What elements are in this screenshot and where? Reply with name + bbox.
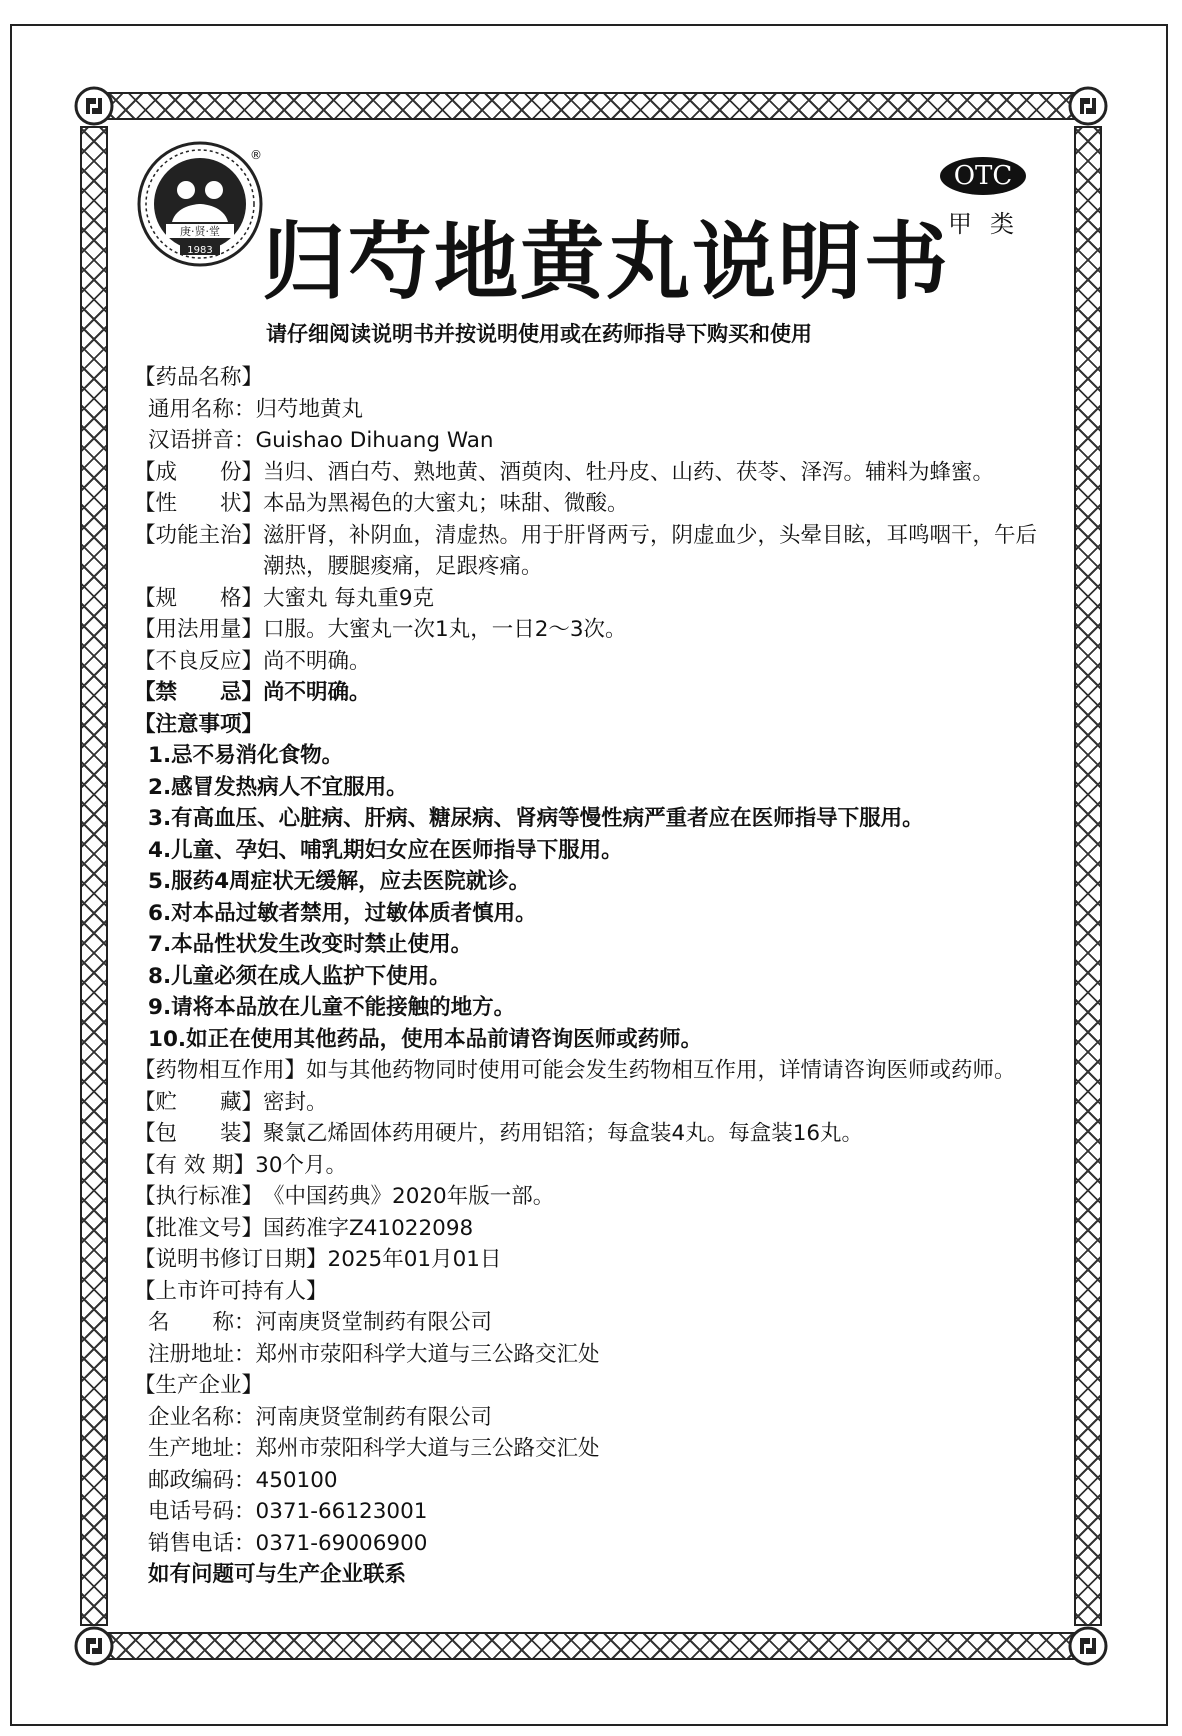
interactions-row [134, 1055, 1054, 1087]
manufacturer-address-label: 生产地址： [148, 1436, 256, 1461]
ingredients-label: 【成 份】 [134, 459, 264, 485]
document-title: 归芍地黄丸说明书 [262, 212, 951, 311]
pinyin-value: Guishao Dihuang Wan [255, 428, 494, 453]
standard-label: 【执行标准】 [134, 1184, 264, 1209]
storage-row [134, 1087, 1054, 1119]
generic-name-row [134, 394, 1054, 426]
character-row [134, 488, 1054, 520]
holder-name-value: 河南庚贤堂制药有限公司 [255, 1310, 493, 1335]
postcode-value: 450100 [255, 1467, 338, 1493]
pinyin-label: 汉语拼音： [148, 428, 256, 453]
border-bottom-knot [102, 1632, 1080, 1660]
sales-phone-row [134, 1528, 1054, 1560]
specification-value: 大蜜丸 每丸重9克 [263, 585, 435, 611]
generic-name-value: 归芍地黄丸 [255, 396, 364, 422]
generic-name-label: 通用名称： [148, 396, 256, 422]
precaution-item: 8.儿童必须在成人监护下使用。 [148, 963, 451, 989]
holder-name-label: 名 称： [148, 1310, 256, 1335]
indications-value: 滋肝肾，补阴血，清虚热。用于肝肾两亏，阴虚血少，头晕目眩，耳鸣咽干，午后潮热，腰腿痠痛，足跟疼痛。 [263, 522, 1038, 579]
phone-value: 0371-66123001 [255, 1499, 428, 1524]
adverse-row [134, 646, 1054, 678]
adverse-label: 【不良反应】 [134, 648, 264, 674]
precaution-item: 1.忌不易消化食物。 [148, 743, 344, 768]
adverse-value: 尚不明确。 [263, 648, 371, 674]
registered-mark: ® [250, 148, 262, 162]
approval-value: 国药准字Z41022098 [263, 1215, 474, 1241]
otc-class-label: 甲类 [948, 210, 1032, 238]
border-right-knot [1074, 126, 1102, 1626]
precaution-item: 2.感冒发热病人不宜服用。 [148, 774, 408, 800]
holder-name-row [134, 1307, 1054, 1339]
validity-label: 【有 效 期】 [134, 1152, 256, 1178]
company-logo [136, 140, 264, 268]
holder-address-label: 注册地址： [148, 1341, 256, 1367]
manufacturer-company-label: 企业名称： [148, 1404, 256, 1430]
manufacturer-heading: 【生产企业】 [134, 1373, 264, 1398]
contraindications-value: 尚不明确。 [263, 680, 371, 705]
validity-value: 30个月。 [255, 1152, 348, 1178]
specification-row [134, 583, 1054, 615]
specification-label: 【规 格】 [134, 585, 264, 611]
package-row [134, 1118, 1054, 1150]
manufacturer-address-value: 郑州市荥阳科学大道与三公路交汇处 [255, 1436, 600, 1461]
validity-row [134, 1150, 1054, 1182]
holder-address-row [134, 1339, 1054, 1371]
border-top-knot [102, 92, 1080, 120]
indications-row [134, 520, 1054, 583]
precaution-item: 10.如正在使用其他药品，使用本品前请咨询医师或药师。 [148, 1026, 703, 1052]
revision-value: 2025年01月01日 [327, 1247, 502, 1272]
pinyin-row [134, 425, 1054, 457]
approval-row [134, 1213, 1054, 1245]
package-value: 聚氯乙烯固体药用硬片，药用铝箔；每盒装4丸。每盒装16丸。 [263, 1121, 864, 1146]
approval-label: 【批准文号】 [134, 1215, 264, 1241]
ingredients-value: 当归、酒白芍、熟地黄、酒萸肉、牡丹皮、山药、茯苓、泽泻。辅料为蜂蜜。 [263, 459, 995, 485]
corner-ornament-icon [1068, 86, 1108, 126]
corner-ornament-icon [1068, 1626, 1108, 1666]
phone-row [134, 1496, 1054, 1528]
precaution-item: 4.儿童、孕妇、哺乳期妇女应在医师指导下服用。 [148, 837, 623, 863]
footer-note: 如有问题可与生产企业联系 [148, 1562, 407, 1587]
interactions-label: 【药物相互作用】 [134, 1058, 307, 1083]
postcode-label: 邮政编码： [148, 1467, 256, 1493]
dosage-label: 【用法用量】 [134, 617, 264, 642]
precaution-item: 9.请将本品放在儿童不能接触的地方。 [148, 995, 516, 1020]
otc-badge: OTC [940, 157, 1026, 195]
holder-heading: 【上市许可持有人】 [134, 1278, 328, 1304]
manufacturer-company-row [134, 1402, 1054, 1434]
revision-row [134, 1244, 1054, 1276]
corner-ornament-icon [74, 1626, 114, 1666]
leaflet-content [134, 362, 1054, 1591]
contraindications-row [134, 677, 1054, 709]
holder-address-value: 郑州市荥阳科学大道与三公路交汇处 [255, 1341, 600, 1367]
package-label: 【包 装】 [134, 1121, 264, 1146]
indications-label: 【功能主治】 [134, 522, 264, 548]
storage-label: 【贮 藏】 [134, 1089, 264, 1115]
character-value: 本品为黑褐色的大蜜丸；味甜、微酸。 [263, 491, 629, 516]
border-left-knot [80, 126, 108, 1626]
dosage-value: 口服。大蜜丸一次1丸，一日2～3次。 [263, 617, 627, 642]
sales-phone-value: 0371-69006900 [255, 1530, 428, 1556]
interactions-value: 如与其他药物同时使用可能会发生药物相互作用，详情请咨询医师或药师。 [306, 1058, 1016, 1083]
drug-name-heading: 【药品名称】 [134, 365, 264, 390]
precaution-item: 3.有高血压、心脏病、肝病、糖尿病、肾病等慢性病严重者应在医师指导下服用。 [148, 806, 924, 831]
manufacturer-address-row [134, 1433, 1054, 1465]
dosage-row [134, 614, 1054, 646]
storage-value: 密封。 [263, 1089, 328, 1115]
phone-label: 电话号码： [148, 1499, 256, 1524]
manufacturer-company-value: 河南庚贤堂制药有限公司 [255, 1404, 493, 1430]
revision-label: 【说明书修订日期】 [134, 1247, 328, 1272]
corner-ornament-icon [74, 86, 114, 126]
logo-text: 庚·贤·堂 [180, 225, 220, 238]
precaution-item: 5.服药4周症状无缓解，应去医院就诊。 [148, 869, 531, 894]
ingredients-row [134, 457, 1054, 489]
character-label: 【性 状】 [134, 491, 264, 516]
precaution-item: 6.对本品过敏者禁用，过敏体质者慎用。 [148, 900, 537, 926]
postcode-row [134, 1465, 1054, 1497]
precaution-item: 7.本品性状发生改变时禁止使用。 [148, 932, 473, 957]
precautions-heading: 【注意事项】 [134, 711, 264, 737]
standard-row [134, 1181, 1054, 1213]
document-subtitle: 请仔细阅读说明书并按说明使用或在药师指导下购买和使用 [266, 322, 812, 346]
logo-year: 1983 [187, 245, 213, 256]
contraindications-label: 【禁 忌】 [134, 680, 264, 705]
standard-value: 《中国药典》2020年版一部。 [263, 1184, 555, 1209]
sales-phone-label: 销售电话： [148, 1530, 256, 1556]
